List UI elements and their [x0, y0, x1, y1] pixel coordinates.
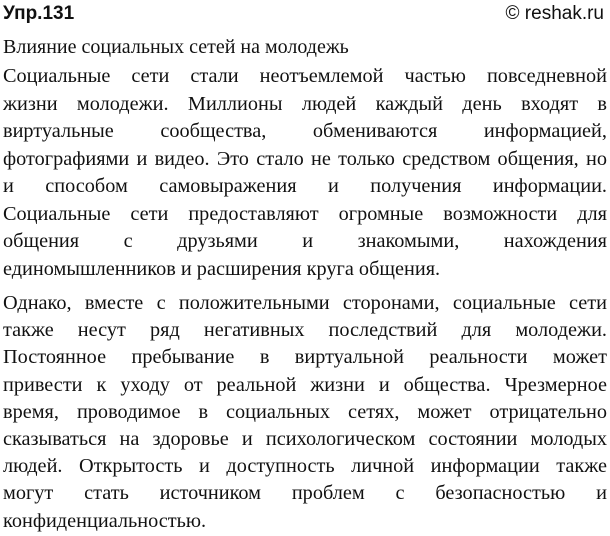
text-line: и способом самовыражения и получения информации.: [3, 175, 607, 197]
paragraph-2: [3, 290, 607, 535]
copyright-link[interactable]: © reshak.ru: [505, 3, 604, 24]
text-line: конфиденциальностью.: [3, 509, 207, 532]
text-line: привести к уходу от реальной жизни и общества. Чрезмерное: [3, 373, 607, 396]
text-line: сказываться на здоровье и психологическом состоянии молодых: [3, 427, 607, 450]
text-line: фотографиями и видео. Это стало не только средством общения, но: [3, 147, 607, 170]
text-line: Социальные сети предоставляют огромные возможности для: [3, 202, 607, 225]
text-line: время, проводимое в социальных сетях, может отрицательно: [3, 400, 607, 423]
text-line: единомышленников и расширения круга общения.: [3, 257, 441, 280]
text-line: Однако, вместе с положительными сторонами, социальные сети: [3, 292, 607, 314]
text-line: общения с друзьями и знакомыми, нахождения: [3, 230, 607, 252]
text-line: также несут ряд негативных последствий для молодежи.: [3, 319, 607, 342]
text-line: людей. Открытость и доступность личной информации также: [3, 455, 607, 478]
text-line: Социальные сети стали неотъемлемой частью повседневной: [3, 65, 607, 87]
exercise-title: Упр.131: [3, 3, 75, 24]
paragraph-1: [3, 63, 607, 283]
text-line: могут стать источником проблем с безопасностью и: [3, 482, 607, 505]
text-line: жизни молодежи. Миллионы людей каждый день входят в: [3, 92, 607, 115]
text-line: Постоянное пребывание в виртуальной реальности может: [3, 346, 607, 369]
essay-title: Влияние социальных сетей на молодежь: [3, 36, 349, 58]
text-line: виртуальные сообщества, обмениваются информацией,: [3, 120, 607, 142]
